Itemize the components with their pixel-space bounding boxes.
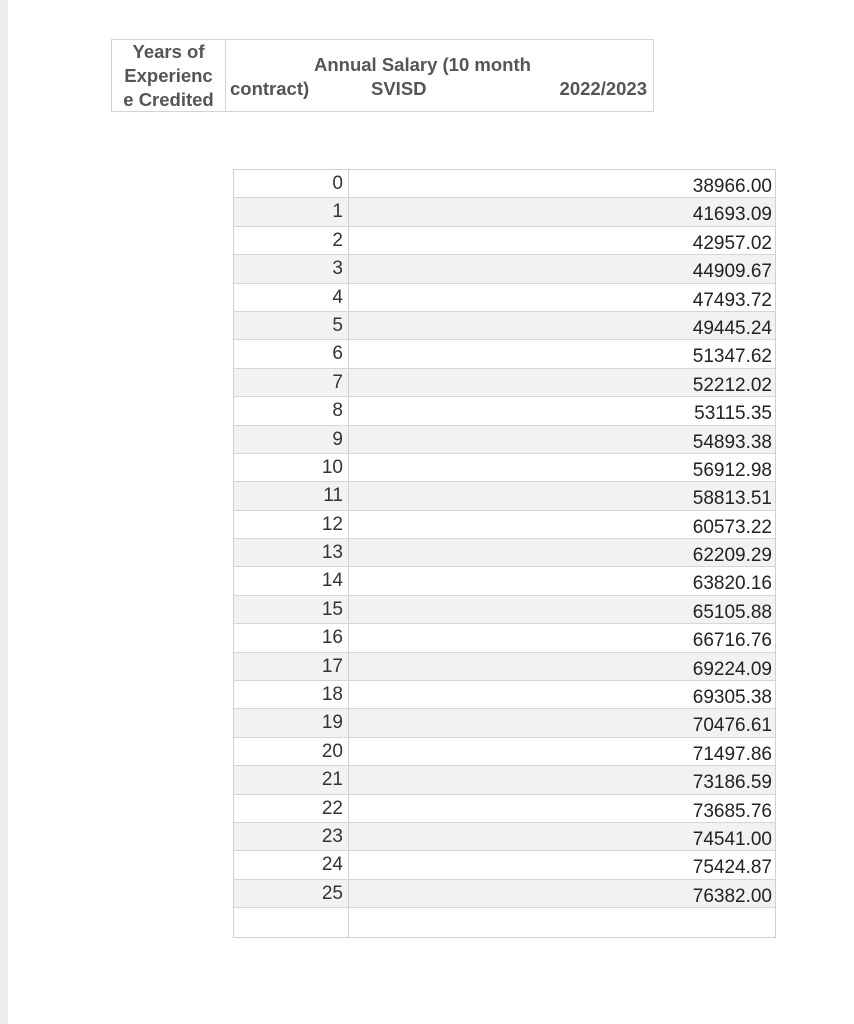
years-cell: 15 xyxy=(234,596,349,623)
years-cell: 12 xyxy=(234,511,349,538)
page-edge xyxy=(0,0,8,1024)
salary-cell: 41693.09 xyxy=(692,204,772,226)
table-row xyxy=(234,795,775,823)
salary-cell: 74541.00 xyxy=(692,828,772,850)
years-cell: 13 xyxy=(234,539,349,566)
years-cell: 7 xyxy=(234,369,349,396)
table-row xyxy=(234,738,775,766)
table-row xyxy=(234,596,775,624)
table-row xyxy=(234,539,775,567)
salary-header-contract: contract) xyxy=(230,78,310,99)
table-row xyxy=(234,567,775,595)
years-cell: 0 xyxy=(234,170,349,197)
years-cell: 10 xyxy=(234,454,349,481)
table-row xyxy=(234,482,775,510)
table-row xyxy=(234,397,775,425)
salary-cell: 71497.86 xyxy=(692,743,772,765)
table-row xyxy=(234,681,775,709)
salary-cell: 69305.38 xyxy=(692,687,772,709)
years-cell: 19 xyxy=(234,709,349,736)
salary-cell: 65105.88 xyxy=(692,601,772,623)
salary-header-district: SVISD xyxy=(371,78,427,99)
salary-cell: 58813.51 xyxy=(692,488,772,510)
table-row xyxy=(234,880,775,908)
years-cell: 22 xyxy=(234,795,349,822)
years-cell: 3 xyxy=(234,255,349,282)
salary-header-title: Annual Salary (10 month xyxy=(314,54,531,75)
years-cell: 1 xyxy=(234,198,349,225)
table-row xyxy=(234,624,775,652)
table-row xyxy=(234,709,775,737)
salary-cell xyxy=(349,908,775,936)
years-cell: 5 xyxy=(234,312,349,339)
table-row xyxy=(234,908,775,936)
table-row xyxy=(234,255,775,283)
table-row xyxy=(234,851,775,879)
salary-cell: 60573.22 xyxy=(692,516,772,538)
salary-table xyxy=(233,169,776,938)
years-cell: 8 xyxy=(234,397,349,424)
years-cell: 18 xyxy=(234,681,349,708)
table-row xyxy=(234,369,775,397)
years-header-line-2: Experienc xyxy=(124,65,213,86)
table-row xyxy=(234,766,775,794)
years-header-line-1: Years of xyxy=(132,41,205,62)
salary-cell: 62209.29 xyxy=(692,545,772,567)
table-row xyxy=(234,198,775,226)
table-row xyxy=(234,340,775,368)
salary-cell: 56912.98 xyxy=(692,459,772,481)
salary-cell: 49445.24 xyxy=(692,317,772,339)
years-cell: 21 xyxy=(234,766,349,793)
salary-cell: 73186.59 xyxy=(692,772,772,794)
salary-cell: 63820.16 xyxy=(692,573,772,595)
years-cell: 24 xyxy=(234,851,349,878)
years-cell: 25 xyxy=(234,880,349,907)
table-row xyxy=(234,312,775,340)
years-cell: 14 xyxy=(234,567,349,594)
table-row xyxy=(234,426,775,454)
years-cell: 23 xyxy=(234,823,349,850)
salary-cell: 66716.76 xyxy=(692,630,772,652)
salary-cell: 73685.76 xyxy=(692,800,772,822)
years-cell: 9 xyxy=(234,426,349,453)
years-cell: 16 xyxy=(234,624,349,651)
salary-cell: 69224.09 xyxy=(692,658,772,680)
salary-cell: 53115.35 xyxy=(694,403,772,425)
table-row xyxy=(234,653,775,681)
years-cell: 2 xyxy=(234,227,349,254)
salary-cell: 51347.62 xyxy=(692,346,772,368)
years-cell: 20 xyxy=(234,738,349,765)
salary-header-year: 2022/2023 xyxy=(559,78,647,99)
salary-cell: 44909.67 xyxy=(692,261,772,283)
table-row xyxy=(234,170,775,198)
salary-cell: 42957.02 xyxy=(692,232,772,254)
table-row xyxy=(234,227,775,255)
years-cell: 6 xyxy=(234,340,349,367)
salary-cell: 75424.87 xyxy=(692,857,772,879)
salary-cell: 70476.61 xyxy=(692,715,772,737)
years-cell: 11 xyxy=(234,482,349,509)
annual-salary-header xyxy=(226,40,653,111)
years-cell: 17 xyxy=(234,653,349,680)
years-credited-header xyxy=(112,40,226,111)
salary-cell: 47493.72 xyxy=(692,289,772,311)
salary-header xyxy=(111,39,654,112)
table-row xyxy=(234,511,775,539)
table-row xyxy=(234,823,775,851)
salary-cell: 76382.00 xyxy=(692,885,772,907)
years-header-line-3: e Credited xyxy=(123,89,214,110)
table-row xyxy=(234,454,775,482)
salary-cell: 38966.00 xyxy=(692,176,772,197)
table-row xyxy=(234,284,775,312)
salary-cell: 52212.02 xyxy=(692,374,772,396)
years-cell: 4 xyxy=(234,284,349,311)
salary-cell: 54893.38 xyxy=(692,431,772,453)
years-cell xyxy=(234,908,349,936)
